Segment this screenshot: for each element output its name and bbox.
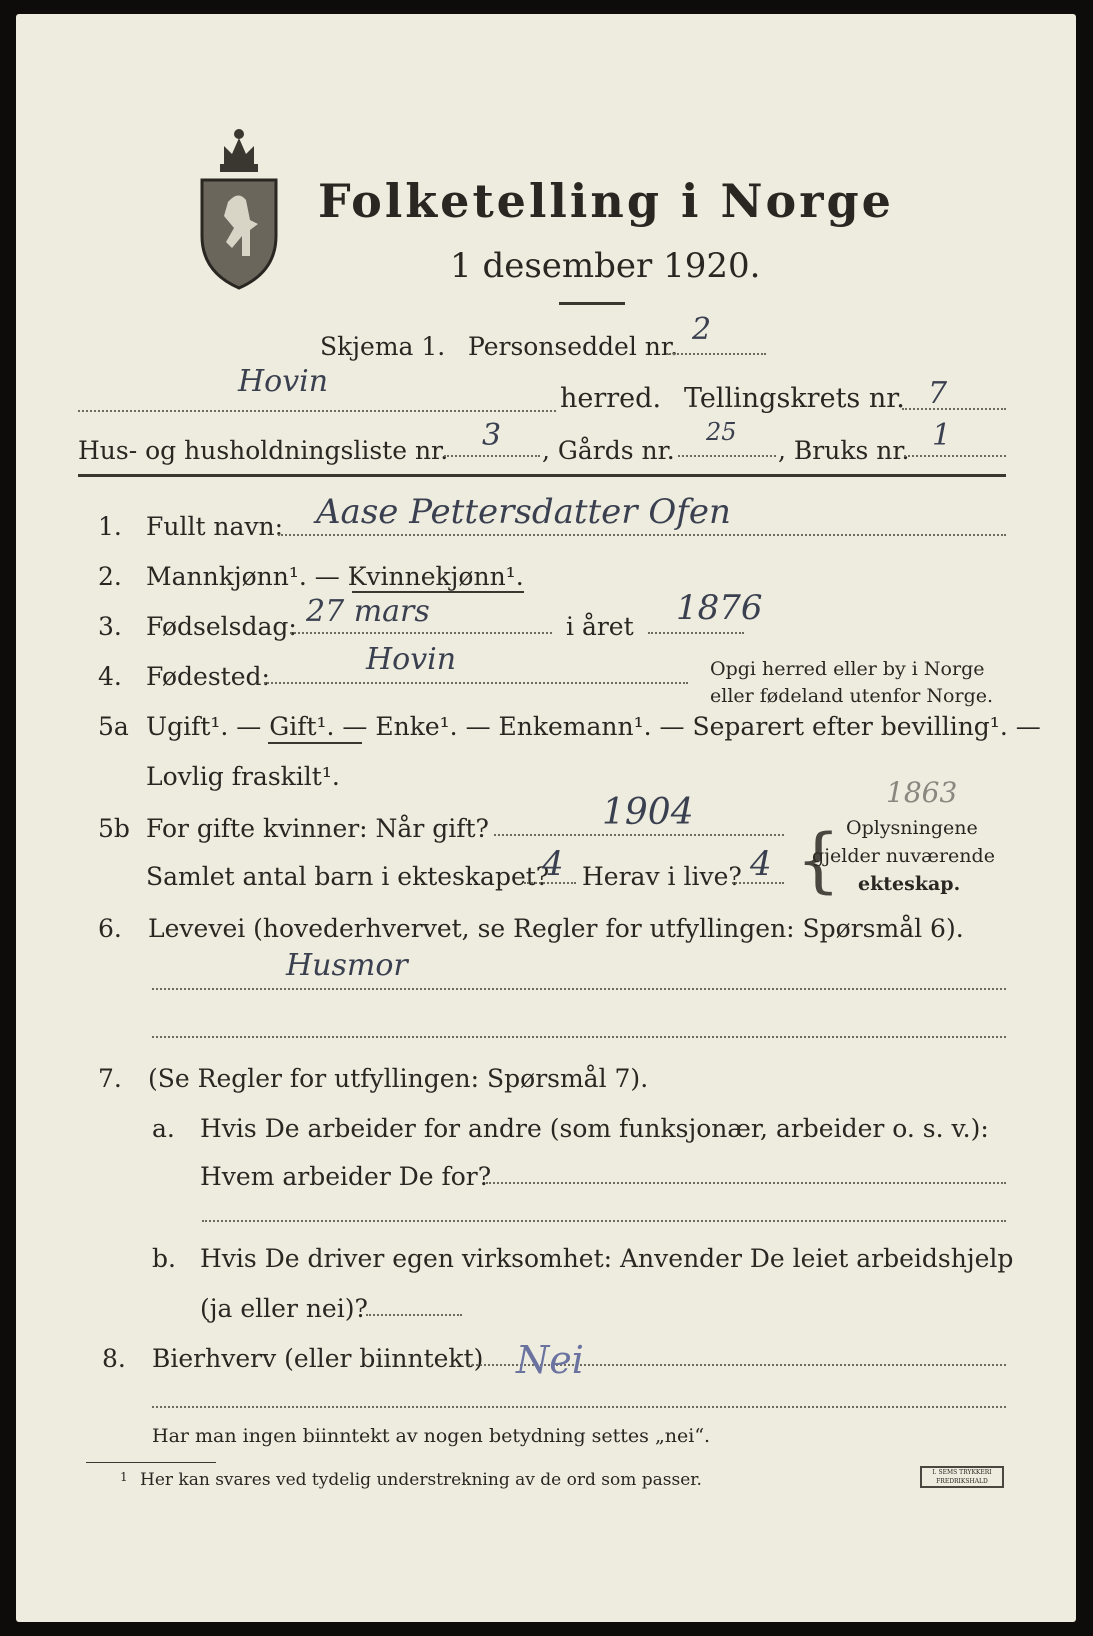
q2-number: 2. xyxy=(98,562,122,591)
marital-options: Ugift¹. — Gift¹. — Enke¹. — Enkemann¹. — Separert efter bevilling¹. — xyxy=(146,712,1041,741)
children-value: 4 xyxy=(542,844,564,884)
q1-number: 1. xyxy=(98,512,122,541)
tellingskrets-value: 7 xyxy=(928,376,948,411)
gender-underline xyxy=(352,591,524,593)
gards-value: 25 xyxy=(706,418,737,446)
q7b-number: b. xyxy=(152,1244,176,1273)
bruks-value: 1 xyxy=(932,418,952,453)
marriage-note-2: gjelder nuværende xyxy=(812,845,995,867)
birthplace-value: Hovin xyxy=(366,642,457,677)
personseddel-label: Personseddel nr. xyxy=(468,332,679,361)
q7a-line-2: Hvem arbeider De for? xyxy=(200,1162,492,1191)
herred-label: herred. xyxy=(560,383,662,414)
extra-year-value: 1863 xyxy=(886,776,958,809)
q4-number: 4. xyxy=(98,662,122,691)
printer-stamp: I. SEMS TRYKKERI FREDRIKSHALD xyxy=(920,1466,1004,1488)
form-title: Folketelling i Norge xyxy=(318,174,894,228)
skjema-label: Skjema 1. xyxy=(320,332,446,361)
census-form xyxy=(16,14,1076,1622)
bruks-label: , Bruks nr. xyxy=(778,436,910,465)
marriage-note-1: Oplysningene xyxy=(846,817,978,839)
side-income-note: Har man ingen biinntekt av nogen betydning settes „nei“. xyxy=(152,1425,711,1447)
q5a-number: 5a xyxy=(98,712,129,741)
gards-label: , Gårds nr. xyxy=(542,436,675,465)
title-divider xyxy=(559,302,625,305)
marital-underline xyxy=(268,742,362,744)
married-when-label: For gifte kvinner: Når gift? xyxy=(146,814,489,843)
coat-of-arms-logo xyxy=(194,124,284,294)
q7b-line-1: Hvis De driver egen virksomhet: Anvender De leiet arbeidshjelp xyxy=(200,1244,1014,1273)
birthplace-note-2: eller fødeland utenfor Norge. xyxy=(710,685,994,707)
children-label: Samlet antal barn i ekteskapet? xyxy=(146,862,550,891)
married-year-value: 1904 xyxy=(602,792,694,833)
marital-options-2: Lovlig fraskilt¹. xyxy=(146,762,340,791)
hus-value: 3 xyxy=(482,418,502,453)
header-divider xyxy=(78,474,1006,477)
occupation-value: Husmor xyxy=(286,948,408,983)
q7a-number: a. xyxy=(152,1114,175,1143)
birthyear-value: 1876 xyxy=(676,588,763,628)
footnote-text: Her kan svares ved tydelig understrekning av de ord som passer. xyxy=(140,1470,702,1490)
year-label: i året xyxy=(566,612,634,641)
q3-label: Fødselsdag: xyxy=(146,612,297,641)
q3-number: 3. xyxy=(98,612,122,641)
q7-label: (Se Regler for utfyllingen: Spørsmål 7). xyxy=(148,1064,649,1093)
full-name-value: Aase Pettersdatter Ofen xyxy=(316,492,731,532)
occupation-label: Levevei (hovederhvervet, se Regler for utfyllingen: Spørsmål 6). xyxy=(148,914,964,943)
q6-number: 6. xyxy=(98,914,122,943)
q7-number: 7. xyxy=(98,1064,122,1093)
birthplace-note-1: Opgi herred eller by i Norge xyxy=(710,658,985,680)
marriage-note-3: ekteskap. xyxy=(858,873,961,895)
herred-value: Hovin xyxy=(238,364,329,399)
tellingskrets-label: Tellingskrets nr. xyxy=(684,383,905,414)
hus-label: Hus- og husholdningsliste nr. xyxy=(78,436,449,465)
side-income-label: Bierhverv (eller biinntekt) xyxy=(152,1344,484,1373)
q5b-number: 5b xyxy=(98,814,130,843)
alive-value: 4 xyxy=(750,844,772,884)
brace-symbol: { xyxy=(796,819,841,901)
q1-label: Fullt navn: xyxy=(146,512,284,541)
gender-options: Mannkjønn¹. — Kvinnekjønn¹. xyxy=(146,562,524,591)
footnote-divider xyxy=(86,1462,216,1463)
footnote-mark: 1 xyxy=(120,1470,128,1484)
q4-label: Fødested: xyxy=(146,662,270,691)
side-income-value: Nei xyxy=(516,1338,584,1382)
q7b-line-2: (ja eller nei)? xyxy=(200,1294,368,1323)
personseddel-value: 2 xyxy=(692,312,712,347)
form-date: 1 desember 1920. xyxy=(450,246,761,286)
alive-label: Herav i live? xyxy=(582,862,742,891)
q7a-line-1: Hvis De arbeider for andre (som funksjonær, arbeider o. s. v.): xyxy=(200,1114,989,1143)
q8-number: 8. xyxy=(102,1344,126,1373)
birthdate-value: 27 mars xyxy=(306,594,430,629)
